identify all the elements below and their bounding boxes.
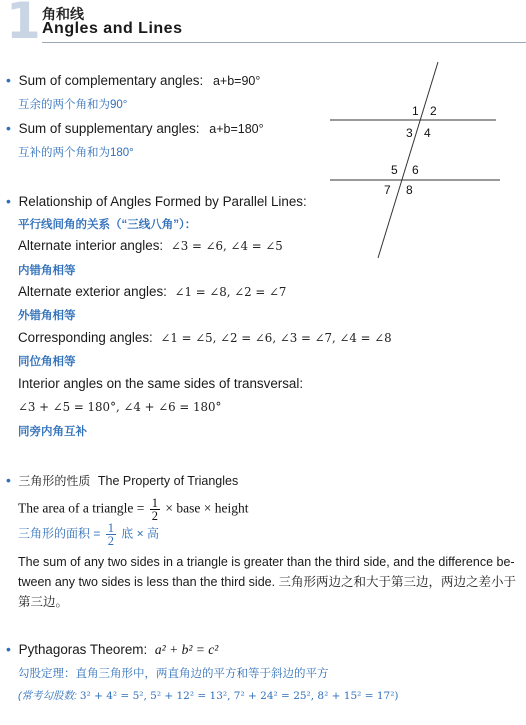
- pythagoras-label: Pythagoras Theorem:: [18, 642, 148, 657]
- area-en-frac-den: 2: [151, 509, 159, 523]
- angle-label-8: 8: [406, 183, 413, 197]
- pythagoras-note: [18, 688, 399, 703]
- complementary-formula: a+b=90°: [212, 74, 261, 88]
- interior-same-cn: 同旁内角互补: [18, 426, 87, 438]
- angle-label-1: 1: [412, 104, 419, 118]
- triangle-area-en: [18, 497, 249, 522]
- parallel-cn: 平行线间角的关系（“三线八角”）：: [18, 219, 197, 231]
- area-cn-frac-num: 1: [107, 521, 114, 535]
- angle-label-4: 4: [424, 126, 431, 140]
- interior-same-formula: ∠3 + ∠5 = 180°, ∠4 + ∠6 = 180°: [18, 400, 222, 414]
- supplementary-label: Sum of supplementary angles:: [18, 121, 200, 136]
- angle-label-6: 6: [412, 163, 419, 177]
- chapter-number: 1: [6, 0, 41, 50]
- alt-interior-formula: ∠3 = ∠6, ∠4 = ∠5: [170, 239, 283, 253]
- alt-interior-cn: 内错角相等: [18, 265, 76, 277]
- header-divider: [42, 42, 526, 43]
- angle-label-2: 2: [430, 104, 437, 118]
- angle-label-3: 3: [406, 126, 413, 140]
- area-cn-fraction: [106, 522, 116, 547]
- complementary-cn: 互余的两个角和为90°: [18, 99, 128, 111]
- alt-exterior-line: [18, 284, 286, 299]
- area-en-prefix: The area of a triangle =: [18, 500, 145, 516]
- corresponding-label: Corresponding angles:: [18, 330, 153, 345]
- pythagoras-cn: 勾股定理：直角三角形中，两直角边的平方和等于斜边的平方: [18, 668, 329, 680]
- area-en-fraction: [150, 497, 160, 522]
- complementary-line: [6, 72, 260, 88]
- area-cn-prefix: 三角形的面积 =: [18, 526, 101, 541]
- area-en-suffix: × base × height: [165, 500, 249, 516]
- corresponding-line: [18, 330, 392, 345]
- angle-label-5: 5: [391, 163, 398, 177]
- corresponding-formula: ∠1 = ∠5, ∠2 = ∠6, ∠3 = ∠7, ∠4 = ∠8: [160, 331, 392, 345]
- pythagoras-formula: a² + b² = c²: [154, 642, 219, 657]
- angle-label-7: 7: [384, 183, 391, 197]
- supplementary-line: [6, 120, 264, 136]
- pythagoras-line: [6, 641, 218, 658]
- area-cn-suffix: 底 × 高: [121, 526, 159, 541]
- alt-interior-label: Alternate interior angles:: [18, 238, 164, 253]
- chapter-title-en: Angles and Lines: [42, 20, 183, 37]
- parallel-label: Relationship of Angles Formed by Parallel Lines:: [18, 194, 307, 209]
- chapter-title-cn: 角和线: [42, 6, 84, 22]
- triangle-sides-text: The sum of any two sides in a triangle is greater than the third side, and the difference be- tween any two sides is less than the third side. 三角形两边之和大于第三边，两边之差小于第三边。: [18, 555, 517, 609]
- supplementary-formula: a+b=180°: [209, 122, 264, 136]
- transversal-line: [378, 62, 438, 258]
- interior-same-label: Interior angles on the same sides of transversal:: [18, 376, 304, 391]
- area-cn-frac-den: 2: [107, 534, 114, 548]
- parallel-heading: [6, 193, 307, 209]
- triangles-heading-cn: 三角形的性质: [18, 474, 91, 488]
- supplementary-cn: 互补的两个角和为180°: [18, 147, 134, 159]
- alt-interior-line: [18, 238, 283, 253]
- parallel-lines-diagram: [320, 58, 510, 263]
- alt-exterior-cn: 外错角相等: [18, 310, 76, 322]
- triangle-area-cn: [18, 522, 159, 547]
- pythagoras-note-math: 3² + 4² = 5², 5² + 12² = 13², 7² + 24² = 25², 8² + 15² = 17²): [79, 690, 399, 702]
- corresponding-cn: 同位角相等: [18, 356, 76, 368]
- complementary-label: Sum of complementary angles:: [18, 73, 204, 88]
- triangles-heading: [6, 472, 238, 489]
- alt-exterior-formula: ∠1 = ∠8, ∠2 = ∠7: [174, 285, 287, 299]
- alt-exterior-label: Alternate exterior angles:: [18, 284, 167, 299]
- triangles-heading-en: The Property of Triangles: [97, 474, 239, 488]
- area-en-frac-num: 1: [151, 496, 159, 510]
- pythagoras-note-cn: (常考勾股数:: [18, 690, 77, 702]
